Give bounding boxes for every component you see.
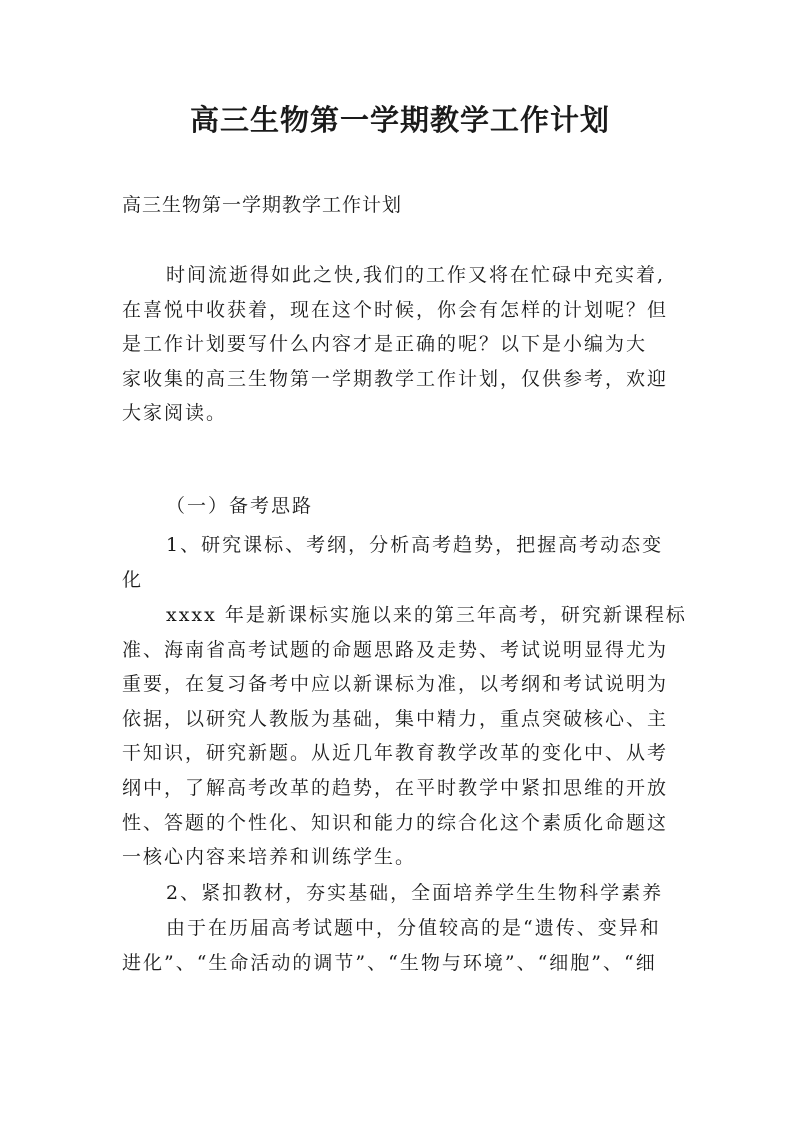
body-paragraph-2 xyxy=(122,911,690,980)
document-title: 高三生物第一学期教学工作计划 xyxy=(189,103,610,137)
body-paragraph-1 xyxy=(122,598,690,875)
paragraph-line: 化 xyxy=(122,568,144,591)
paragraph-line: 在喜悦中收获着，现在这个时候，你会有怎样的计划呢？但 xyxy=(122,298,669,321)
intro-paragraph xyxy=(122,258,690,431)
paragraph-line: 2、紧扣教材，夯实基础，全面培养学生生物科学素养 xyxy=(166,882,664,904)
section-heading xyxy=(122,489,690,524)
paragraph-line: 重要，在复习备考中应以新课标为准，以考纲和考试说明为 xyxy=(122,673,669,696)
paragraph-line: 干知识，研究新题。从近几年教育教学改革的变化中、从考 xyxy=(122,742,669,765)
paragraph-line: 性、答题的个性化、知识和能力的综合化这个素质化命题这 xyxy=(122,811,669,834)
paragraph-line: 大家阅读。 xyxy=(122,402,228,425)
paragraph-line: 纲中，了解高考改革的趋势，在平时教学中紧扣思维的开放 xyxy=(122,776,669,799)
paragraph-line: 由于在历届高考试题中，分值较高的是“遗传、变异和 xyxy=(166,917,661,939)
section-heading-text: （一）备考思路 xyxy=(166,495,314,517)
point-one xyxy=(122,528,690,597)
document-subtitle: 高三生物第一学期教学工作计划 xyxy=(122,194,403,216)
point-two xyxy=(122,876,690,911)
paragraph-line: 准、海南省高考试题的命题思路及走势、考试说明显得尤为 xyxy=(122,638,669,661)
paragraph-line: 一核心内容来培养和训练学生。 xyxy=(122,846,417,869)
paragraph-line: 进化”、“生命活动的调节”、“生物与环境”、“细胞”、“细 xyxy=(122,951,657,974)
paragraph-line: 1、研究课标、考纲，分析高考趋势，把握高考动态变 xyxy=(166,534,664,556)
paragraph-line: xxxx 年是新课标实施以来的第三年高考，研究新课程标 xyxy=(166,604,687,626)
paragraph-line: 时间流逝得如此之快,我们的工作又将在忙碌中充实着, xyxy=(166,264,666,286)
paragraph-line: 是工作计划要写什么内容才是正确的呢？以下是小编为大 xyxy=(122,333,648,356)
paragraph-line: 依据，以研究人教版为基础，集中精力，重点突破核心、主 xyxy=(122,707,669,730)
paragraph-line: 家收集的高三生物第一学期教学工作计划，仅供参考，欢迎 xyxy=(122,367,669,390)
